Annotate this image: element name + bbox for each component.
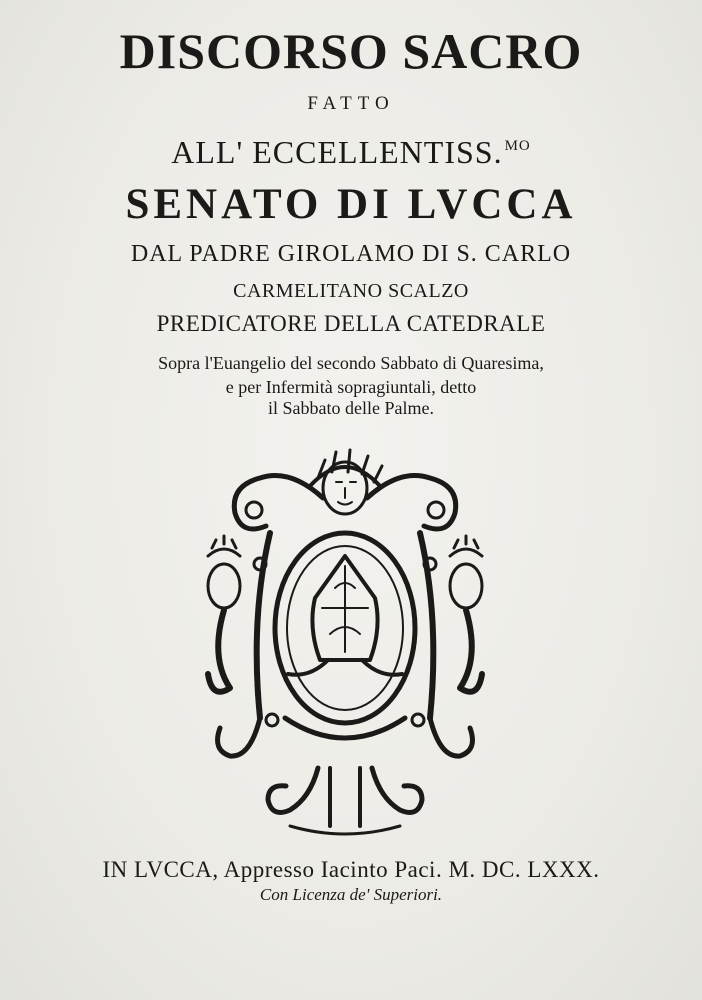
main-title: DISCORSO SACRO xyxy=(119,23,583,79)
imprint-line: IN LVCCA, Appresso Iacinto Paci. M. DC. LXXX. xyxy=(102,857,600,882)
senate-title: SENATO DI LVCCA xyxy=(125,181,577,228)
preacher-line: PREDICATORE DELLA CATEDRALE xyxy=(156,311,546,336)
title-line-eccellentissimo xyxy=(0,134,702,171)
subject-line-3: il Sabbato delle Palme. xyxy=(268,398,434,418)
order-line: CARMELITANO SCALZO xyxy=(233,280,469,302)
ornate-cartouche-mitre-icon xyxy=(190,438,500,842)
title-line-fatto: FATTO xyxy=(307,93,395,114)
license-line: Con Licenza de' Superiori. xyxy=(259,885,443,904)
eccellentissimo-text: ALL' ECCELLENTISS. xyxy=(171,134,503,170)
author-line: DAL PADRE GIROLAMO DI S. CARLO xyxy=(130,241,572,267)
subject-line-1: Sopra l'Euangelio del secondo Sabbato di Quaresima, xyxy=(158,353,544,373)
subject-line-2: e per Infermità sopragiuntali, detto xyxy=(225,377,477,397)
eccellentissimo-superscript: MO xyxy=(504,138,531,154)
